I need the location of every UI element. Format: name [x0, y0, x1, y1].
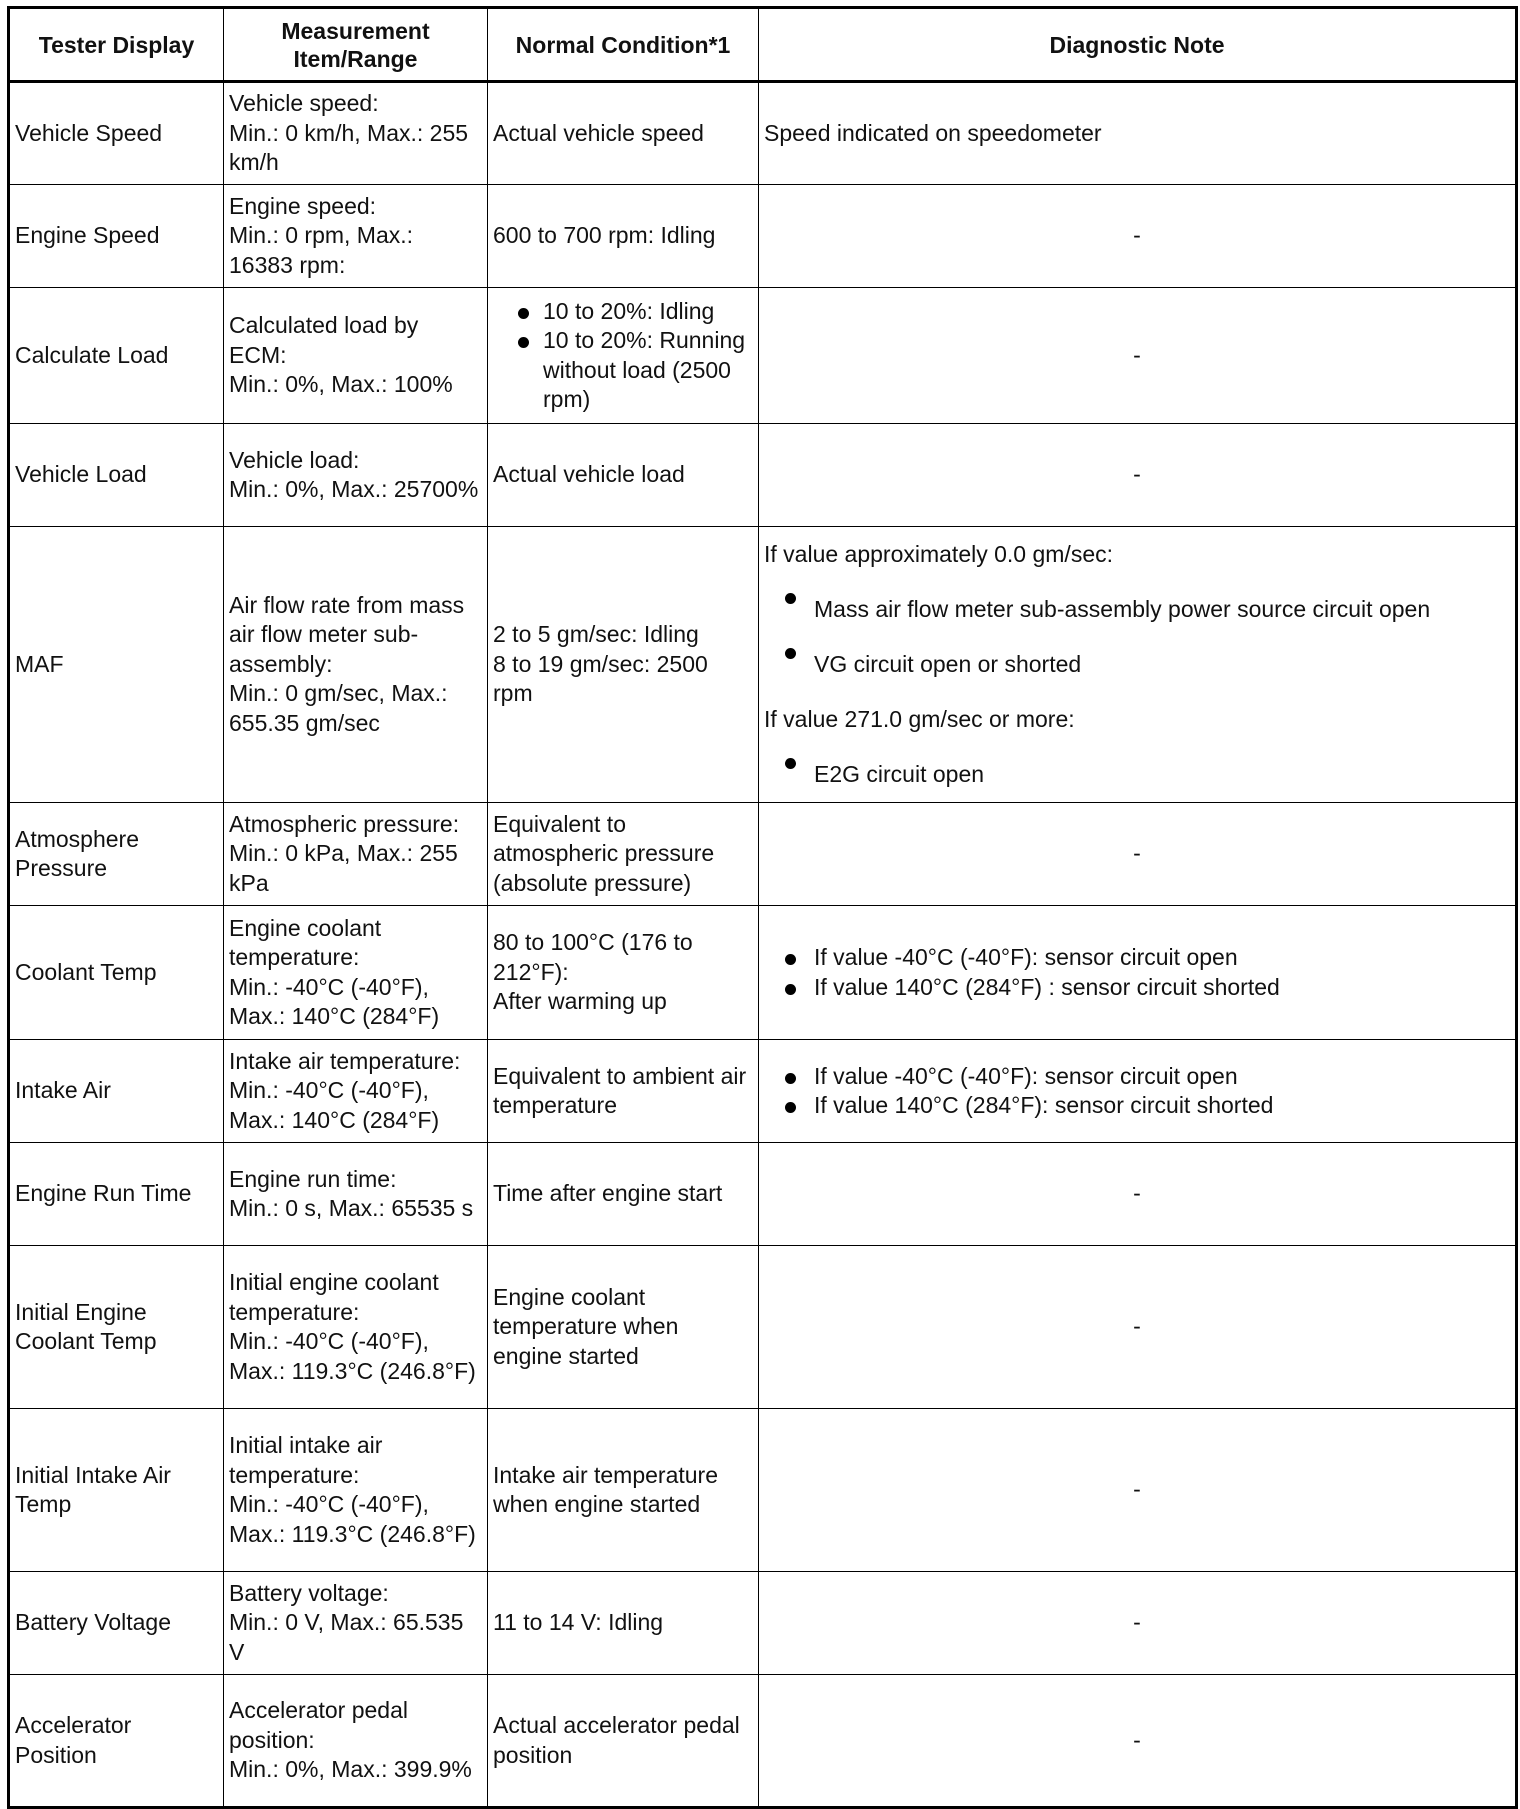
measurement-cell [224, 424, 488, 527]
normal-line: Actual vehicle speed [493, 119, 704, 146]
note-bullet-item: If value -40°C (-40°F): sensor circuit open [764, 943, 1510, 973]
table-row [9, 288, 1517, 424]
normal-line: After warming up [493, 988, 667, 1015]
header-normal-condition: Normal Condition*1 [488, 8, 759, 82]
header-diagnostic-note: Diagnostic Note [759, 8, 1517, 82]
table-row [9, 527, 1517, 803]
normal-line: Equivalent to ambient air temperature [493, 1062, 747, 1118]
measurement-cell [224, 288, 488, 424]
data-list-table [7, 6, 1518, 1809]
note-bullet-item: If value 140°C (284°F) : sensor circuit shorted [764, 973, 1510, 1003]
measurement-cell [224, 1143, 488, 1246]
normal-line: Engine coolant temperature when engine started [493, 1283, 679, 1369]
measurement-line: Min.: -40°C (-40°F), [229, 973, 429, 1000]
measurement-line: Atmospheric pressure: Min.: 0 kPa, Max.: 255 kPa [229, 810, 460, 896]
table-row [9, 1040, 1517, 1143]
measurement-cell [224, 1572, 488, 1675]
table-row [9, 906, 1517, 1040]
tester-display-cell: Calculate Load [9, 288, 224, 424]
measurement-cell [224, 82, 488, 185]
normal-condition-cell [488, 1040, 759, 1143]
measurement-line: Vehicle load: [229, 446, 360, 473]
table-row [9, 1572, 1517, 1675]
note-bullet-item: If value 140°C (284°F): sensor circuit shorted [764, 1091, 1510, 1121]
measurement-line: Min.: 0%, Max.: 100% [229, 371, 453, 398]
tester-display-cell: Intake Air [9, 1040, 224, 1143]
diagnostic-note-cell [759, 906, 1517, 1040]
measurement-line: Min.: 0 km/h, Max.: 255 km/h [229, 119, 469, 176]
diagnostic-note-cell [759, 527, 1517, 803]
tester-display-cell: Engine Speed [9, 185, 224, 288]
note-intro: If value 271.0 gm/sec or more: [764, 706, 1075, 732]
header-tester-display: Tester Display [9, 8, 224, 82]
normal-line: Equivalent to atmospheric pressure (absolute pressure) [493, 810, 715, 896]
normal-condition-cell [488, 1572, 759, 1675]
normal-bullet-item: 10 to 20%: Idling [493, 297, 753, 327]
measurement-line: Min.: 0%, Max.: 25700% [229, 476, 479, 502]
table-row [9, 424, 1517, 527]
normal-condition-cell [488, 185, 759, 288]
normal-line: 80 to 100°C (176 to 212°F): [493, 929, 693, 985]
measurement-line: Min.: 0 s, Max.: 65535 s [229, 1195, 474, 1221]
measurement-line: Min.: -40°C (-40°F), [229, 1328, 429, 1354]
normal-line: Actual accelerator pedal position [493, 1712, 740, 1768]
measurement-line: Min.: 0%, Max.: 399.9% [229, 1756, 472, 1783]
measurement-line: Max.: 140°C (284°F) [229, 1106, 440, 1133]
tester-display-cell: Atmosphere Pressure [9, 803, 224, 906]
measurement-line: Min.: -40°C (-40°F), [229, 1491, 429, 1517]
diagnostic-note-cell: - [759, 1246, 1517, 1409]
measurement-line: Min.: 0 V, Max.: 65.535 V [229, 1609, 464, 1665]
measurement-line: Engine run time: [229, 1165, 397, 1192]
table-row [9, 1143, 1517, 1246]
normal-condition-cell [488, 288, 759, 424]
diagnostic-note-cell: Speed indicated on speedometer [759, 82, 1517, 185]
diagnostic-note-cell: - [759, 288, 1517, 424]
diagnostic-note-cell: - [759, 1675, 1517, 1808]
diagnostic-note-cell: - [759, 424, 1517, 527]
measurement-line: Accelerator pedal position: [229, 1697, 408, 1753]
normal-line: 8 to 19 gm/sec: 2500 rpm [493, 650, 708, 707]
diagnostic-note-cell: - [759, 185, 1517, 288]
normal-condition-cell [488, 527, 759, 803]
tester-display-cell: Vehicle Load [9, 424, 224, 527]
tester-display-cell: Initial Intake Air Temp [9, 1409, 224, 1572]
note-bullet-item: VG circuit open or shorted [764, 637, 1510, 692]
measurement-line: Engine speed: [229, 192, 377, 219]
normal-bullet-item: 10 to 20%: Running without load (2500 rpm) [493, 326, 753, 415]
diagnostic-note-cell: - [759, 803, 1517, 906]
measurement-cell [224, 1409, 488, 1572]
normal-condition-cell [488, 424, 759, 527]
tester-display-cell: MAF [9, 527, 224, 803]
measurement-line: Max.: 119.3°C (246.8°F) [229, 1520, 476, 1547]
measurement-cell [224, 527, 488, 803]
measurement-line: Min.: -40°C (-40°F), [229, 1077, 429, 1104]
measurement-line: Max.: 140°C (284°F) [229, 1003, 440, 1029]
measurement-line: Intake air temperature: [229, 1047, 461, 1074]
note-bullet-item: If value -40°C (-40°F): sensor circuit open [764, 1062, 1510, 1092]
measurement-line: Calculated load by ECM: [229, 312, 419, 368]
table-row [9, 185, 1517, 288]
measurement-line: Battery voltage: [229, 1579, 389, 1606]
measurement-line: Min.: 0 rpm, Max.: 16383 rpm: [229, 222, 414, 278]
measurement-line: Initial engine coolant temperature: [229, 1269, 439, 1325]
table-row [9, 82, 1517, 185]
normal-condition-cell [488, 803, 759, 906]
diagnostic-note-cell [759, 1040, 1517, 1143]
note-bullet-item: Mass air flow meter sub-assembly power source circuit open [764, 582, 1510, 637]
note-bullet-item: E2G circuit open [764, 747, 1510, 802]
normal-condition-cell [488, 1409, 759, 1572]
tester-display-cell: Initial Engine Coolant Temp [9, 1246, 224, 1409]
table-row [9, 803, 1517, 906]
table-row [9, 1409, 1517, 1572]
normal-line: 11 to 14 V: Idling [493, 1609, 664, 1636]
diagnostic-note-cell: - [759, 1409, 1517, 1572]
header-measurement: Measurement Item/Range [224, 8, 488, 82]
normal-line: Time after engine start [493, 1180, 723, 1207]
table-row [9, 1246, 1517, 1409]
normal-condition-cell [488, 1143, 759, 1246]
header-row [9, 8, 1517, 82]
note-intro: If value approximately 0.0 gm/sec: [764, 541, 1113, 567]
tester-display-cell: Battery Voltage [9, 1572, 224, 1675]
normal-line: 600 to 700 rpm: Idling [493, 222, 716, 249]
tester-display-cell: Vehicle Speed [9, 82, 224, 185]
measurement-line: Min.: 0 gm/sec, Max.: 655.35 gm/sec [229, 680, 448, 736]
measurement-cell [224, 1246, 488, 1409]
measurement-cell [224, 1040, 488, 1143]
measurement-line: Initial intake air temperature: [229, 1432, 383, 1488]
normal-line: 2 to 5 gm/sec: Idling [493, 621, 699, 648]
measurement-line: Vehicle speed: [229, 90, 379, 117]
normal-line: Intake air temperature when engine started [493, 1461, 719, 1517]
measurement-line: Engine coolant temperature: [229, 914, 382, 970]
normal-line: Actual vehicle load [493, 461, 685, 488]
diagnostic-note-cell: - [759, 1143, 1517, 1246]
diagnostic-note-cell: - [759, 1572, 1517, 1675]
normal-condition-cell [488, 906, 759, 1040]
normal-condition-cell [488, 1246, 759, 1409]
measurement-line: Max.: 119.3°C (246.8°F) [229, 1357, 476, 1384]
tester-display-cell: Engine Run Time [9, 1143, 224, 1246]
measurement-cell [224, 185, 488, 288]
measurement-cell [224, 906, 488, 1040]
measurement-line: Air flow rate from mass air flow meter sub-assembly: [229, 591, 465, 677]
measurement-cell [224, 803, 488, 906]
tester-display-cell: Accelerator Position [9, 1675, 224, 1808]
normal-condition-cell [488, 82, 759, 185]
tester-display-cell: Coolant Temp [9, 906, 224, 1040]
